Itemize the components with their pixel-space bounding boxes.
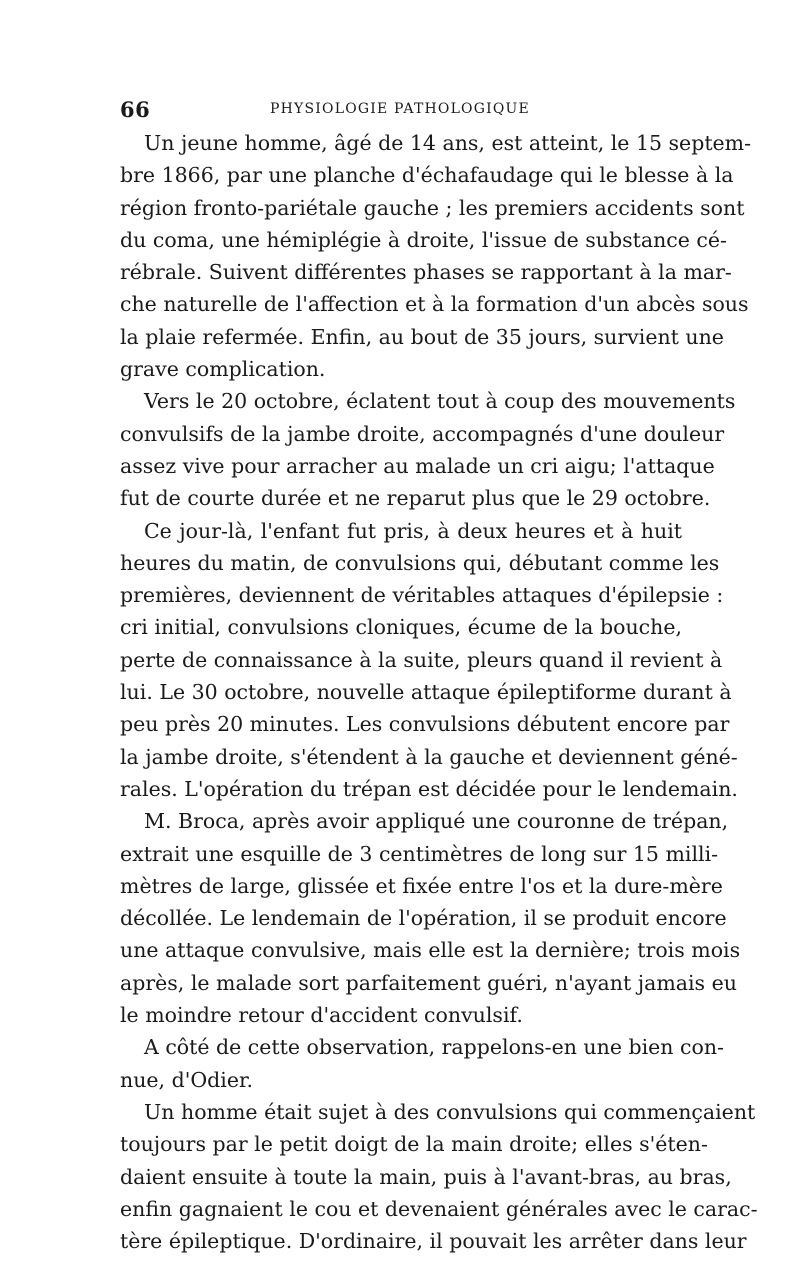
- text-line: peu près 20 minutes. Les convulsions débutent encore par: [120, 712, 730, 737]
- text-line: extrait une esquille de 3 centimètres de long sur 15 milli-: [120, 841, 719, 866]
- text-line: daient ensuite à toute la main, puis à l'avant-bras, au bras,: [120, 1164, 732, 1189]
- text-line: assez vive pour arracher au malade un cri aigu; l'attaque: [120, 453, 715, 478]
- text-line: Un jeune homme, âgé de 14 ans, est atteint, le 15 septem-: [144, 131, 752, 155]
- running-head: [120, 97, 680, 121]
- text-line: toujours par le petit doigt de la main droite; elles s'éten-: [120, 1132, 708, 1157]
- text-line: lui. Le 30 octobre, nouvelle attaque épileptiforme durant à: [120, 680, 732, 705]
- text-line: rales. L'opération du trépan est décidée pour le lendemain.: [120, 776, 738, 801]
- text-line: après, le malade sort parfaitement guéri, n'ayant jamais eu: [120, 970, 737, 995]
- paragraph: [120, 515, 738, 806]
- text-line: du coma, une hémiplégie à droite, l'issue de substance cé-: [120, 227, 727, 252]
- text-line: mètres de large, glissée et fixée entre l'os et la dure-mère: [120, 873, 723, 898]
- text-line: une attaque convulsive, mais elle est la dernière; trois mois: [120, 938, 741, 963]
- body-text: [120, 127, 758, 1257]
- page-number: 66: [120, 97, 151, 122]
- text-line: che naturelle de l'affection et à la formation d'un abcès sous: [120, 292, 749, 317]
- text-line: la plaie refermée. Enfin, au bout de 35 jours, survient une: [120, 324, 724, 349]
- paragraph: [120, 1031, 724, 1096]
- text-line: heures du matin, de convulsions qui, débutant comme les: [120, 550, 720, 575]
- text-line: convulsifs de la jambe droite, accompagnés d'une douleur: [120, 421, 725, 446]
- running-title: PHYSIOLOGIE PATHOLOGIQUE: [270, 101, 530, 117]
- text-line: Ce jour-là, l'enfant fut pris, à deux heures et à huit: [144, 518, 682, 543]
- text-line: la jambe droite, s'étendent à la gauche et deviennent géné-: [120, 744, 738, 769]
- text-line: bre 1866, par une planche d'échafaudage qui le blesse à la: [120, 163, 734, 188]
- text-line: décollée. Le lendemain de l'opération, il se produit encore: [120, 906, 727, 931]
- text-line: Un homme était sujet à des convulsions qui commençaient: [144, 1099, 756, 1124]
- paragraph: [120, 127, 752, 385]
- text-line: perte de connaissance à la suite, pleurs quand il revient à: [120, 647, 723, 672]
- text-line: premières, deviennent de véritables attaques d'épilepsie :: [120, 583, 724, 608]
- text-line: nue, d'Odier.: [120, 1067, 254, 1092]
- text-line: enfin gagnaient le cou et devenaient générales avec le carac-: [120, 1196, 758, 1221]
- text-line: cri initial, convulsions cloniques, écume de la bouche,: [120, 615, 682, 640]
- paragraph: [120, 1096, 758, 1257]
- text-line: grave complication.: [120, 357, 326, 382]
- paragraph: [120, 805, 741, 1031]
- text-line: tère épileptique. D'ordinaire, il pouvait les arrêter dans leur: [120, 1229, 747, 1254]
- text-line: fut de courte durée et ne reparut plus que le 29 octobre.: [120, 486, 711, 511]
- paragraph: [120, 385, 736, 514]
- text-line: M. Broca, après avoir appliqué une couronne de trépan,: [144, 809, 729, 834]
- text-line: rébrale. Suivent différentes phases se rapportant à la mar-: [120, 260, 732, 285]
- text-line: Vers le 20 octobre, éclatent tout à coup des mouvements: [144, 389, 736, 414]
- text-line: région fronto-pariétale gauche ; les premiers accidents sont: [120, 195, 745, 220]
- text-line: le moindre retour d'accident convulsif.: [120, 1003, 523, 1028]
- text-line: A côté de cette observation, rappelons-en une bien con-: [144, 1035, 724, 1060]
